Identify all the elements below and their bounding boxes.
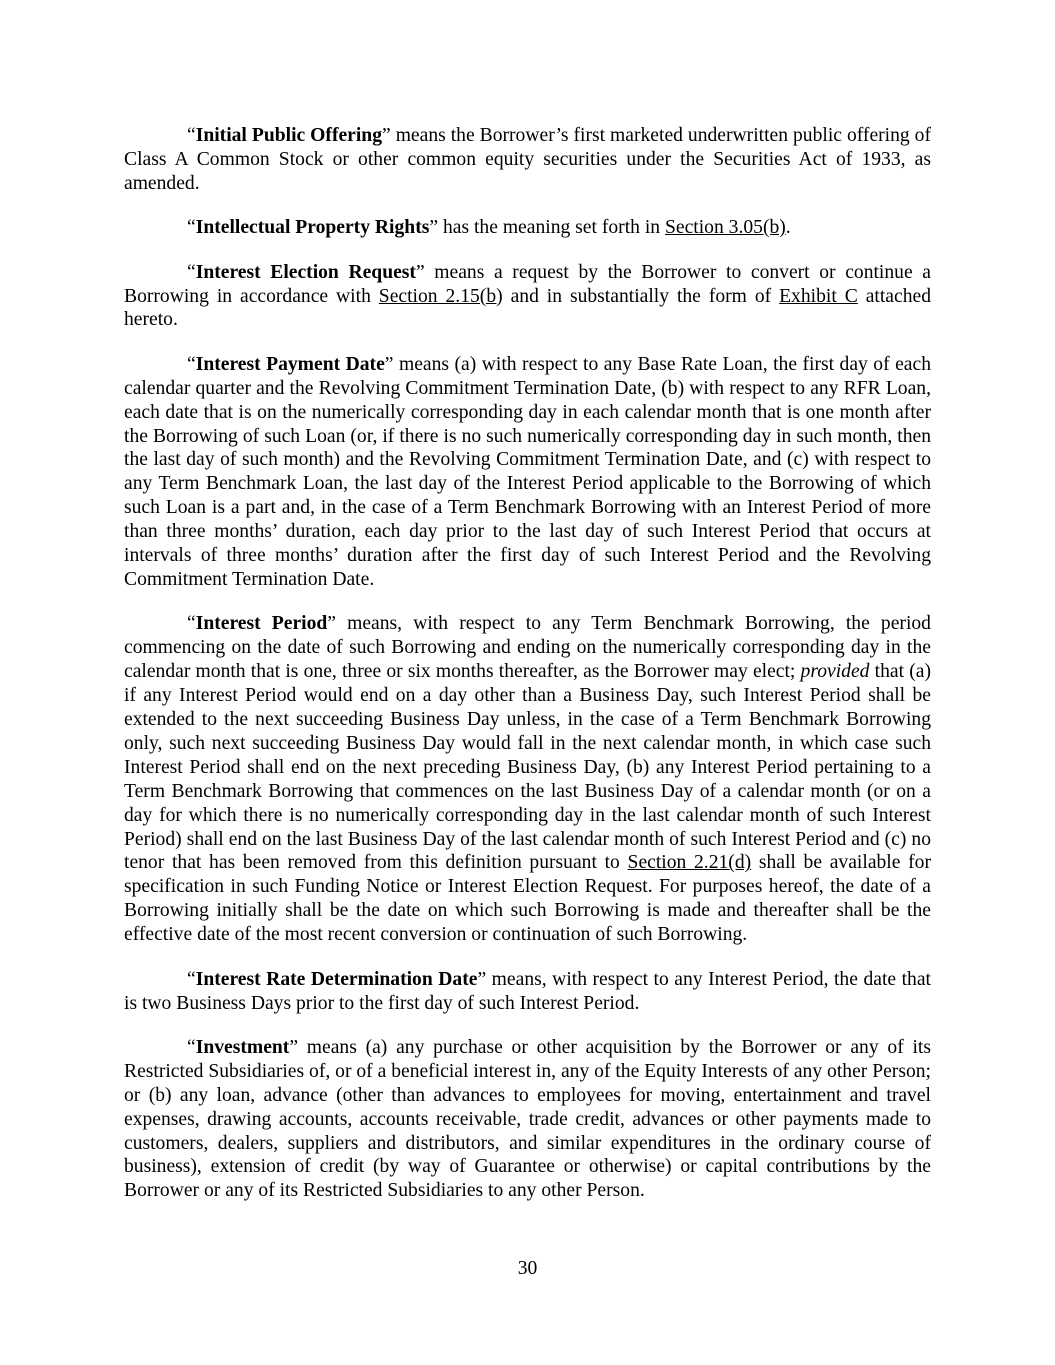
- definition-text: shall be available for specification in such Funding Notice or Interest Election Request. For purposes hereof, the date of a Borrowing initially shall be the date on which such Borrowing is made and thereafter shall be the effective date of the most recent conversion or continuation of such Borrowing.: [124, 852, 931, 946]
- defined-term: Interest Payment Date: [195, 353, 385, 375]
- section-reference: Section 2.21(d): [627, 852, 752, 874]
- exhibit-reference: Exhibit C: [779, 285, 858, 307]
- definition-text: .: [785, 217, 791, 239]
- defined-term: Interest Period: [195, 613, 328, 635]
- italic-proviso: provided: [800, 661, 870, 683]
- definition-interest-election-request: “Interest Election Request” means a request by the Borrower to convert or continue a Borrowing in accordance with Section 2.15(b) and in substantially the form of Exhibit C attached hereto.: [124, 261, 931, 331]
- definition-text: means a request by the Borrower to convert or continue a Borrowing in accordance with: [124, 261, 931, 307]
- definition-investment: “Investment” means (a) any purchase or other acquisition by the Borrower or any of its Restricted Subsidiaries of, or of a beneficial interest in, any of the Equity Interests of any other Person; or (b) any loan, advance (other than advances to employees for moving, entertainment and travel expenses, drawing accounts, accounts receivable, trade credit, advances or other payments made to customers, dealers, suppliers and distributors, and similar expenditures in the ordinary course of business), extension of credit (by way of Guarantee or otherwise) or capital contributions by the Borrower or any of its Restricted Subsidiaries to any other Person.: [124, 1036, 931, 1202]
- definition-intellectual-property-rights: “Intellectual Property Rights” has the meaning set forth in Section 3.05(b).: [187, 217, 791, 239]
- defined-term: Initial Public Offering: [195, 125, 383, 146]
- definition-text: means, with respect to any Term Benchmark Borrowing, the period commencing on the date of such Borrowing and ending on the numerically corresponding day in the calendar month that is one, three or six months thereafter, as the Borrower may elect;: [124, 613, 931, 683]
- definition-text: means (a) with respect to any Base Rate Loan, the first day of each calendar quarter and the Revolving Commitment Termination Date, (b) with respect to any RFR Loan, each date that is on the numerically corresponding day in each calendar month that is one month after the Borrowing of such Loan (or, if there is no such numerically corresponding day in such month, then the last day of such month) and the Revolving Commitment Termination Date, and (c) with respect to any Term Benchmark Loan, the last day of the Interest Period applicable to the Borrowing of which such Loan is a part and, in the case of a Term Benchmark Borrowing with an Interest Period of more than three months’ duration, each day prior to the last day of such Interest Period that occurs at intervals of three months’ duration after the first day of such Interest Period and the Revolving Commitment Termination Date.: [124, 353, 931, 590]
- defined-term: Interest Election Request: [195, 261, 416, 283]
- document-page: [124, 124, 931, 1224]
- definition-interest-payment-date: “Interest Payment Date” means (a) with respect to any Base Rate Loan, the first day of each calendar quarter and the Revolving Commitment Termination Date, (b) with respect to any RFR Loan, each date that is on the numerically corresponding day in each calendar month that is one month after the Borrowing of such Loan (or, if there is no such numerically corresponding day in such month, then the last day of such month) and the Revolving Commitment Termination Date, and (c) with respect to any Term Benchmark Loan, the last day of the Interest Period applicable to the Borrowing of which such Loan is a part and, in the case of a Term Benchmark Borrowing with an Interest Period of more than three months’ duration, each day prior to the last day of such Interest Period that occurs at intervals of three months’ duration after the first day of such Interest Period and the Revolving Commitment Termination Date.: [124, 353, 931, 590]
- defined-term: Intellectual Property Rights: [195, 217, 430, 239]
- definition-text: that (a) if any Interest Period would end on a day other than a Business Day, such Interest Period shall be extended to the next succeeding Business Day unless, in the case of a Term Benchmark Borrowing only, such next succeeding Business Day would fall in the next calendar month, in which case such Interest Period shall end on the next preceding Business Day, (b) any Interest Period pertaining to a Term Benchmark Borrowing that commences on the last Business Day of a calendar month (or on a day for which there is no numerically corresponding day in the last calendar month of such Interest Period) shall end on the last Business Day of the last calendar month of such Interest Period and (c) no tenor that has been removed from this definition pursuant to: [124, 661, 931, 874]
- definition-text: means the Borrower’s first marketed underwritten public offering of Class A Common Stock or other common equity securities under the Securities Act of 1933, as amended.: [124, 125, 932, 194]
- defined-term: Investment: [195, 1036, 290, 1058]
- section-reference: Section 2.15(b): [378, 285, 503, 307]
- definition-text: attached hereto.: [124, 285, 931, 331]
- definition-text: means (a) any purchase or other acquisition by the Borrower or any of its Restricted Subsidiaries of, or of a beneficial interest in, any of the Equity Interests of any other Person; or (b) any loan, advance (other than advances to employees for moving, entertainment and travel expenses, drawing accounts, accounts receivable, trade credit, advances or other payments made to customers, dealers, suppliers and distributors, and similar expenditures in the ordinary course of business), extension of credit (by way of Guarantee or otherwise) or capital contributions by the Borrower or any of its Restricted Subsidiaries to any other Person.: [124, 1036, 931, 1202]
- section-reference: Section 3.05(b): [664, 217, 786, 239]
- defined-term: Interest Rate Determination Date: [195, 968, 478, 990]
- definition-initial-public-offering: “Initial Public Offering” means the Borrower’s first marketed underwritten public offering of Class A Common Stock or other common equity securities under the Securities Act of 1933, as amended.: [124, 125, 932, 194]
- page-number: 30: [517, 1258, 538, 1279]
- definition-text: means, with respect to any Interest Period, the date that is two Business Days prior to the first day of such Interest Period.: [124, 968, 931, 1014]
- definition-interest-period: “Interest Period” means, with respect to any Term Benchmark Borrowing, the period commencing on the date of such Borrowing and ending on the numerically corresponding day in the calendar month that is one, three or six months thereafter, as the Borrower may elect; provided that (a) if any Interest Period would end on a day other than a Business Day, such Interest Period shall be extended to the next succeeding Business Day unless, in the case of a Term Benchmark Borrowing only, such next succeeding Business Day would fall in the next calendar month, in which case such Interest Period shall end on the next preceding Business Day, (b) any Interest Period pertaining to a Term Benchmark Borrowing that commences on the last Business Day of a calendar month (or on a day for which there is no numerically corresponding day in the last calendar month of such Interest Period) shall end on the last Business Day of the last calendar month of such Interest Period and (c) no tenor that has been removed from this definition pursuant to Section 2.21(d) shall be available for specification in such Funding Notice or Interest Election Request. For purposes hereof, the date of a Borrowing initially shall be the date on which such Borrowing is made and thereafter shall be the effective date of the most recent conversion or continuation of such Borrowing.: [124, 613, 931, 946]
- definition-text: and in substantially the form of: [502, 285, 780, 307]
- definition-text: has the meaning set forth in: [438, 217, 665, 239]
- definition-interest-rate-determination-date: “Interest Rate Determination Date” means, with respect to any Interest Period, the date that is two Business Days prior to the first day of such Interest Period.: [124, 968, 931, 1014]
